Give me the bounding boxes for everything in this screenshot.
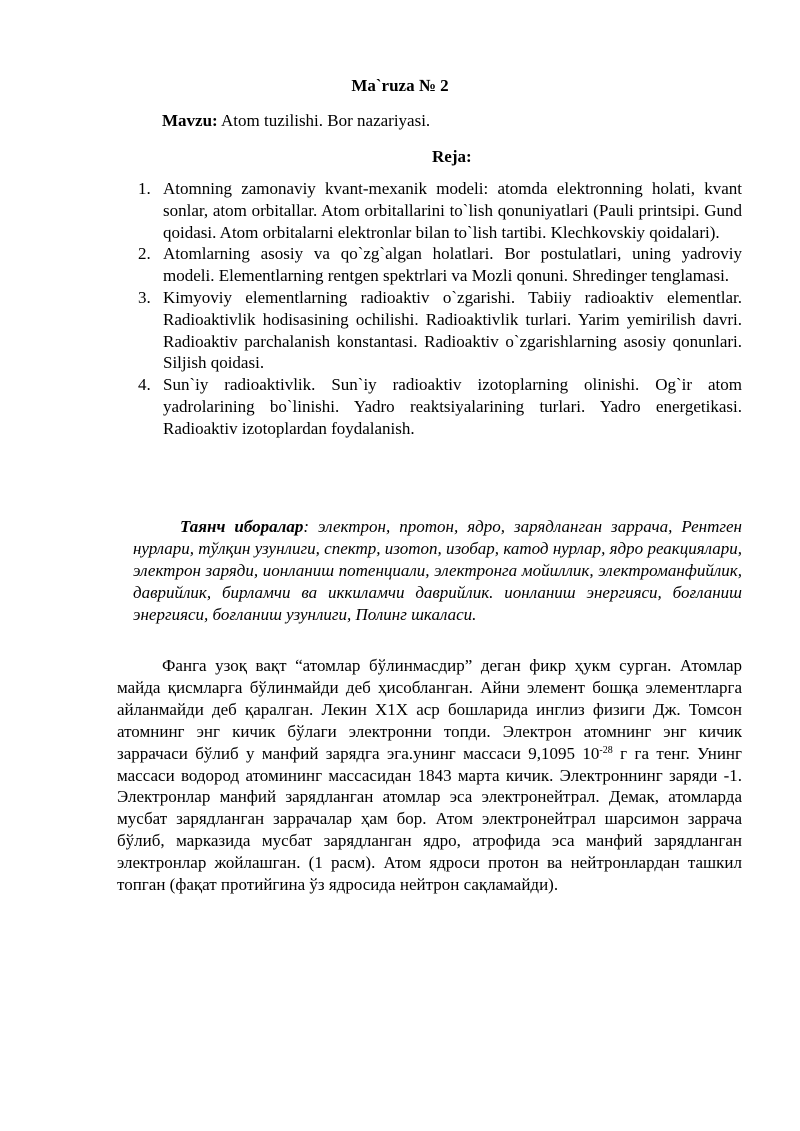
plan-item-text: Kimyoviy elementlarning radioaktiv o`zgarishi. Tabiiy radioaktiv elementlar. Radioaktivlik hodisasining ochilishi. Radioaktivlik turlari. Yarim yemirilish davri. Radioaktiv parchalanish konstantasi. Radioaktiv o`zgarishlarning asosiy qonunlari. Siljish qoidasi.	[163, 287, 742, 373]
body-text-part1: Фанга узоқ вақт “атомлар бўлинмасдир” деган фикр ҳукм сурган. Атомлар майда қисмларга бўлинмайди деб ҳисобланган. Айни элемент бошқа элементларга айланмайди деб қаралган. Лекин X1X аср бошларида инглиз физиги Дж. Томсон атомнинг энг кичик бўлаги электронни топди. Электрон атомнинг энг кичик заррачаси бўлиб у манфий зарядга эга.унинг массаси 9,1095 10	[117, 656, 742, 763]
plan-item-number: 3.	[138, 287, 151, 307]
plan-item-number: 2.	[138, 244, 151, 264]
topic-label: Mavzu:	[162, 111, 218, 130]
keywords-paragraph	[133, 516, 742, 626]
plan-item	[133, 287, 742, 374]
body-text-part2: г га тенг. Унинг массаси водород атомининг массасидан 1843 марта кичик. Электроннинг заряди -1. Электронлар манфий зарядланган атомлар эса электронейтрал. Демак, атомларда мусбат зарядланган заррачалар ҳам бор. Атом электронейтрал шарсимон заррача бўлиб, марказида мусбат зарядланган ядро, атрофида эса манфий зарядланган электронлар жойлашган. (1 расм). Атом ядроси протон ва нейтронлардан ташкил топган (фақат протийгина ўз ядросида нейтрон сақламайди).	[117, 743, 742, 895]
plan-item-text: Sun`iy radioaktivlik. Sun`iy radioaktiv izotoplarning olinishi. Og`ir atom yadrolarining bo`linishi. Yadro reaktsiyalarining turlari. Yadro energetikasi. Radioaktiv izotoplardan foydalanish.	[163, 375, 742, 438]
plan-item	[133, 178, 742, 243]
plan-item-number: 4.	[138, 375, 151, 395]
body-paragraph	[117, 655, 742, 896]
topic-text: Atom tuzilishi. Bor nazariyasi.	[217, 111, 431, 130]
exponent: -28	[599, 744, 613, 756]
lecture-title: Ma`ruza № 2	[351, 76, 449, 95]
plan-item-text: Atomlarning asosiy va qo`zg`algan holatlari. Bor postulatlari, uning yadroviy modeli. Elementlarning rentgen spektrlari va Mozli qonuni. Shredinger tenglamasi.	[163, 244, 742, 286]
plan-item	[133, 243, 742, 287]
plan-list	[133, 178, 742, 440]
keywords-text: электрон, протон, ядро, зарядланган заррача, Рентген нурлари, тўлқин узунлиги, спектр, изотоп, изобар, катод нурлар, ядро реакциялари, электрон заряди, ионланиш потенциали, электронга мойиллик, электроманфийлик, даврийлик, бирламчи ва иккиламчи даврийлик. ионланиш энергияси, боғланиш энергияси, боғланиш узунлиги, Полинг шкаласи.	[133, 517, 742, 624]
plan-heading: Reja:	[432, 147, 472, 166]
plan-item-text: Atomning zamonaviy kvant-mexanik modeli: atomda elektronning holati, kvant sonlar, atom orbitallar. Atom orbitallarini to`lish qonuniyatlari (Pauli printsipi. Gund qoidasi. Atom orbitalarni elektronlar bilan to`lish tartibi. Klechkovskiy qoidalari).	[163, 179, 742, 242]
lecture-topic	[162, 111, 430, 131]
keywords-colon: :	[303, 517, 310, 536]
plan-item	[133, 374, 742, 439]
plan-item-number: 1.	[138, 179, 151, 198]
keywords-label: Таянч иборалар	[180, 517, 304, 536]
